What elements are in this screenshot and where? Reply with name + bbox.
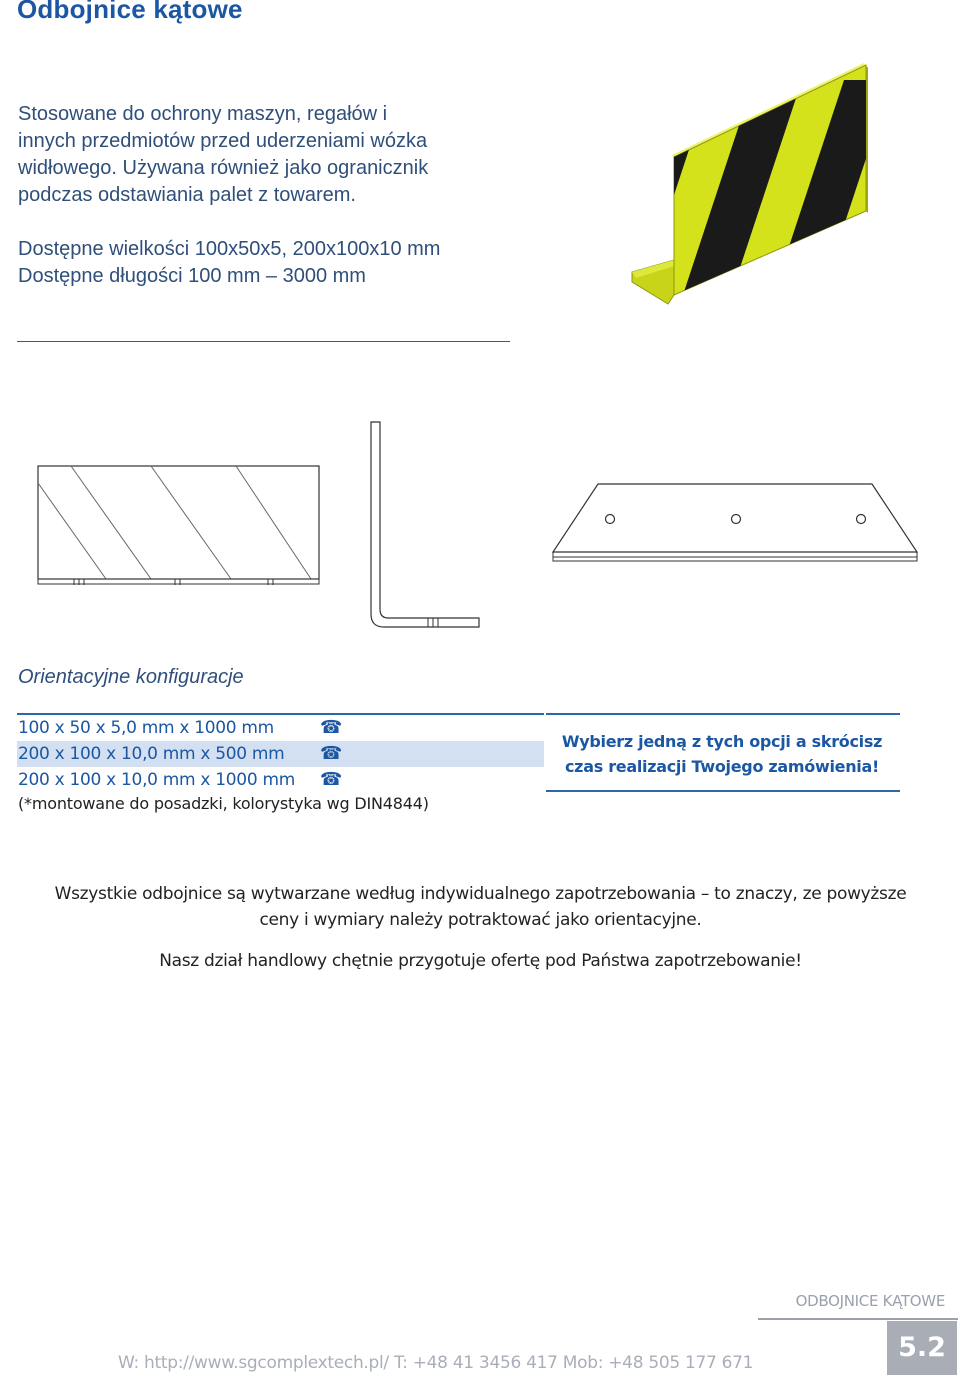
footer-rule <box>758 1318 958 1320</box>
description-line: widłowego. Używana również jako ogranicznik <box>18 157 429 179</box>
configurations-heading: Orientacyjne konfiguracje <box>18 666 244 688</box>
config-row <box>17 767 544 793</box>
disclaimer <box>18 881 943 933</box>
config-row <box>17 715 544 741</box>
front-view-drawing <box>36 465 321 587</box>
callout-line: czas realizacji Twojego zamówienia! <box>565 757 879 776</box>
offer-text: Nasz dział handlowy chętnie przygotuje ofertę pod Państwa zapotrzebowanie! <box>159 951 802 971</box>
lengths-line: Dostępne długości 100 mm – 3000 mm <box>18 265 366 287</box>
config-label: 200 x 100 x 10,0 mm x 500 mm <box>18 744 285 764</box>
callout-message <box>546 729 898 779</box>
config-label: 100 x 50 x 5,0 mm x 1000 mm <box>18 718 274 738</box>
footer-section-title: ODBOJNICE KĄTOWE <box>795 1292 945 1310</box>
disclaimer-line: ceny i wymiary należy potraktować jako orientacyjne. <box>259 910 702 930</box>
phone-icon[interactable]: ☎ <box>320 717 343 738</box>
product-photo <box>628 60 868 308</box>
product-description <box>18 101 488 209</box>
available-sizes <box>18 236 440 290</box>
description-line: innych przedmiotów przed uderzeniami wózka <box>18 130 428 152</box>
footer-contact: W: http://www.sgcomplextech.pl/ T: +48 41 3456 417 Mob: +48 505 177 671 <box>118 1353 754 1373</box>
sizes-line: Dostępne wielkości 100x50x5, 200x100x10 mm <box>18 238 441 260</box>
config-row <box>17 741 544 767</box>
callout-bottom-rule <box>546 790 900 792</box>
mounting-note: (*montowane do posadzki, kolorystyka wg DIN4844) <box>18 794 429 813</box>
description-line: podczas odstawiania palet z towarem. <box>18 184 356 206</box>
description-line: Stosowane do ochrony maszyn, regałów i <box>18 103 388 125</box>
phone-icon[interactable]: ☎ <box>320 743 343 764</box>
divider <box>17 341 510 342</box>
base-plate-drawing <box>550 480 922 566</box>
phone-icon[interactable]: ☎ <box>320 769 343 790</box>
config-label: 200 x 100 x 10,0 mm x 1000 mm <box>18 770 295 790</box>
page-number-badge: 5.2 <box>887 1321 957 1375</box>
callout-line: Wybierz jedną z tych opcji a skrócisz <box>561 732 883 751</box>
page-title: Odbojnice kątowe <box>17 0 243 24</box>
callout-top-rule <box>546 713 900 715</box>
side-profile-drawing <box>366 419 484 632</box>
disclaimer-line: Wszystkie odbojnice są wytwarzane według indywidualnego zapotrzebowania – to znaczy, ze powyższe <box>54 884 907 904</box>
